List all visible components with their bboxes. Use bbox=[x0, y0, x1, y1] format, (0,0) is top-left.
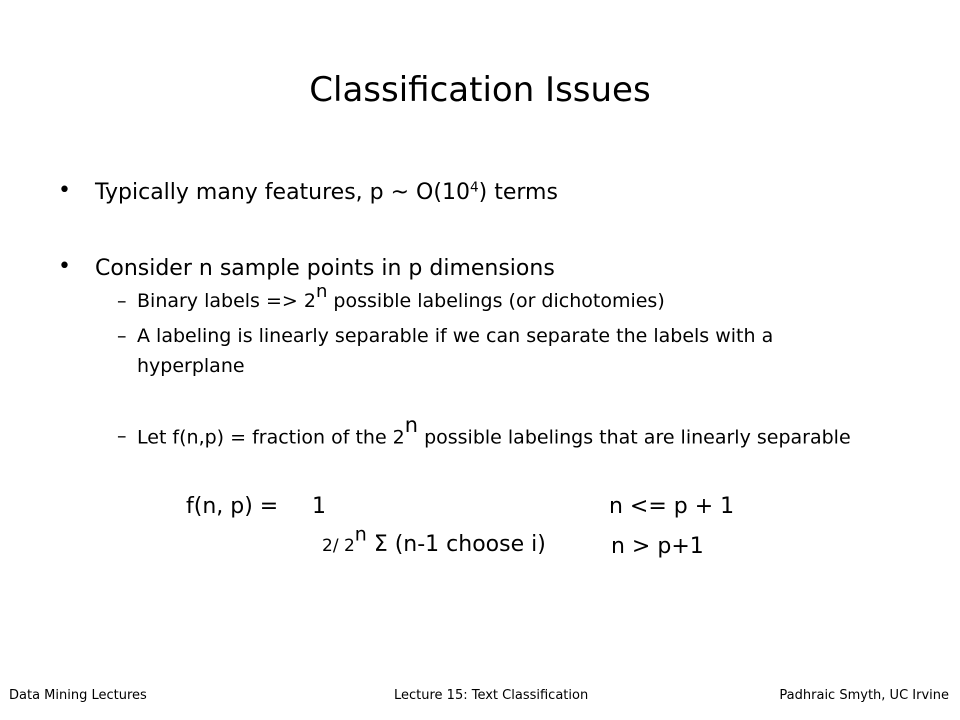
subitem-fraction-definition: Let f(n,p) = fraction of the 2$^n$ possible labelings that are linearly separable bbox=[137, 413, 851, 449]
sub-dash: – bbox=[117, 325, 127, 347]
formula-case2-condition: n > p+1 bbox=[611, 534, 704, 559]
formula-case2-expression: 2/ 2$^n$ Σ (n-1 choose i) bbox=[322, 523, 546, 557]
bullet-marker: • bbox=[58, 178, 71, 203]
bullet-sample-points: Consider n sample points in p dimensions bbox=[95, 256, 555, 281]
slide-title: Classification Issues bbox=[309, 70, 651, 110]
sub-dash: – bbox=[117, 290, 127, 312]
footer-left: Data Mining Lectures bbox=[9, 688, 147, 703]
footer-right: Padhraic Smyth, UC Irvine bbox=[779, 688, 949, 703]
formula-case1-value: 1 bbox=[312, 494, 326, 519]
sub-dash: – bbox=[117, 425, 127, 447]
bullet-features: Typically many features, p ~ $O(10^4)$ terms bbox=[95, 179, 558, 205]
footer-center: Lecture 15: Text Classification bbox=[394, 688, 589, 703]
subitem-binary-labels: Binary labels => $2^n$ possible labelings (or dichotomies) bbox=[137, 281, 665, 312]
formula-case1-condition: n <= p + 1 bbox=[609, 494, 735, 519]
subitem-separable-line2: hyperplane bbox=[137, 355, 245, 377]
subitem-separable-line1: A labeling is linearly separable if we can separate the labels with a bbox=[137, 325, 774, 347]
bullet-marker: • bbox=[58, 254, 71, 279]
formula-lhs: f(n, p) = bbox=[186, 494, 279, 519]
